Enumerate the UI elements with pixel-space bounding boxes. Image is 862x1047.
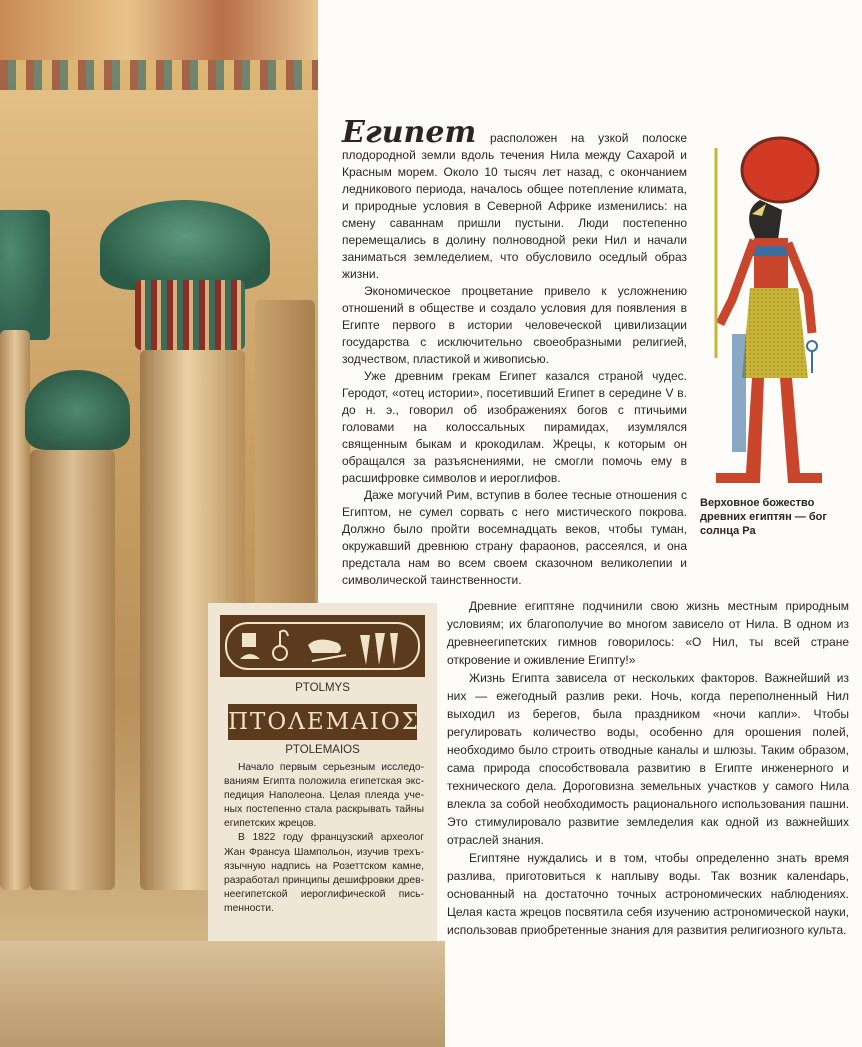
paragraph: Начало первым серьезным исследованиям Египта положила египетская экспедиция Наполеона. Целая плеяда ученых постепенно стала раскрывать тайны египетских жрецов. [224,762,424,830]
hieroglyph-cartouche [220,615,425,677]
paragraph: Жизнь Египта зависела от нескольких факторов. Важнейший из них — ежегодный разлив реки. Ночь, когда переполненный Нил выходил из берегов, была праздником «ночи капли». Чтобы регулировать количество воды, особенно для орошения полей, необходимо было строить отводные каналы и шлюзы. Таким образом, сама природа способствовала развитию в Египте инженерного и технического дела. Дороговизна земельных участков у самого Нила влекла за собой необходимость рационального использования пашни. Это стимулировало развитие земледелия как одной из важнейших отраслей знания. [447,671,849,847]
ra-figure-illustration [692,128,852,488]
temple-floor-illustration [0,941,445,1047]
sidebar-box [208,603,437,941]
paragraph: Египтяне нуждались и в том, чтобы определенно знать время разлива, приготовиться к наплыву воды. Так возник каленdарь, основанный на достаточно точных астрономических наблюдениях. Целая каста жрецов посвятила себя изучению астрономической науки, использовав приобретенные знания для развития религиозного культа. [447,851,849,937]
drop-word: Египет [342,115,477,150]
figure-caption: Верховное божество древних египтян — бог солнца Ра [700,497,827,537]
cartouche-label: PTOLMYS [295,682,350,694]
paragraph: Древние египтяне подчинили свою жизнь местным природным условиям; их благополучие во многом зависело от Нила. В одном из древнеегипетских гимнов говорилось: «О Нил, ты всей стране откровение и оживление Египту!» [447,599,849,667]
paragraph: Экономическое процветание привело к усложнению отношений в обществе и создало условия для появления в Египте первого в истории человеческой цивилизации государства с исключительно своеобразными религией, зодчеством, пластикой и живописью. [342,284,687,366]
paragraph: В 1822 году французский археолог Жан Франсуа Шампольон, изучив трехъязычную надпись на Розеттском камне, разработал принципы дешифровки древнеегипетской иероглифической письmенности. [224,832,424,914]
paragraph: Уже древним грекам Египет казался страной чудес. Геродот, «отец истории», посетивший Египет в середине V в. до н. э., говорил об изображениях богов с птичьими головами на колоссальных пирамидах, изумлялся священным быкам и крокодилам. Жрецы, к которым он обращался за разъяснениями, не смогли помочь ему в расшифровке символов и иероглифов. [342,369,687,485]
paragraph: Египет расположен на узкой полоске плодородной земли вдоль течения Нила между Сахарой и Красным морем. Около 10 тысяч лет назад, с окончанием ледникового периода, началось общее потепление климата, и природные условия в Северной Африке изменились: на смену саваннам пришли пустыни. Люди постепенно перемещались в долину полноводной реки Нил и начали заниматься земледелием, что обусловило оседлый образ жизни. [342,115,687,281]
greek-label: PTOLEMAIOS [285,744,360,756]
greek-inscription: ΠΤΟΛΕΜΑΙΟΣ [228,704,417,740]
hieroglyphs-icon [220,615,425,677]
paragraph: Даже могучий Рим, вступив в более тесные отношения с Египтом, не сумел сорвать с него мистического покрова. Должно было пройти восемнадцать веков, чтобы туман, окружавший древнюю страну фараонов, рассеялся, и она предстала нам во всем своем сказочном великолепии и символической таинственности. [342,488,687,587]
main-text-upper [342,115,687,589]
sidebar-text [224,761,424,916]
main-text-lower [447,597,849,939]
